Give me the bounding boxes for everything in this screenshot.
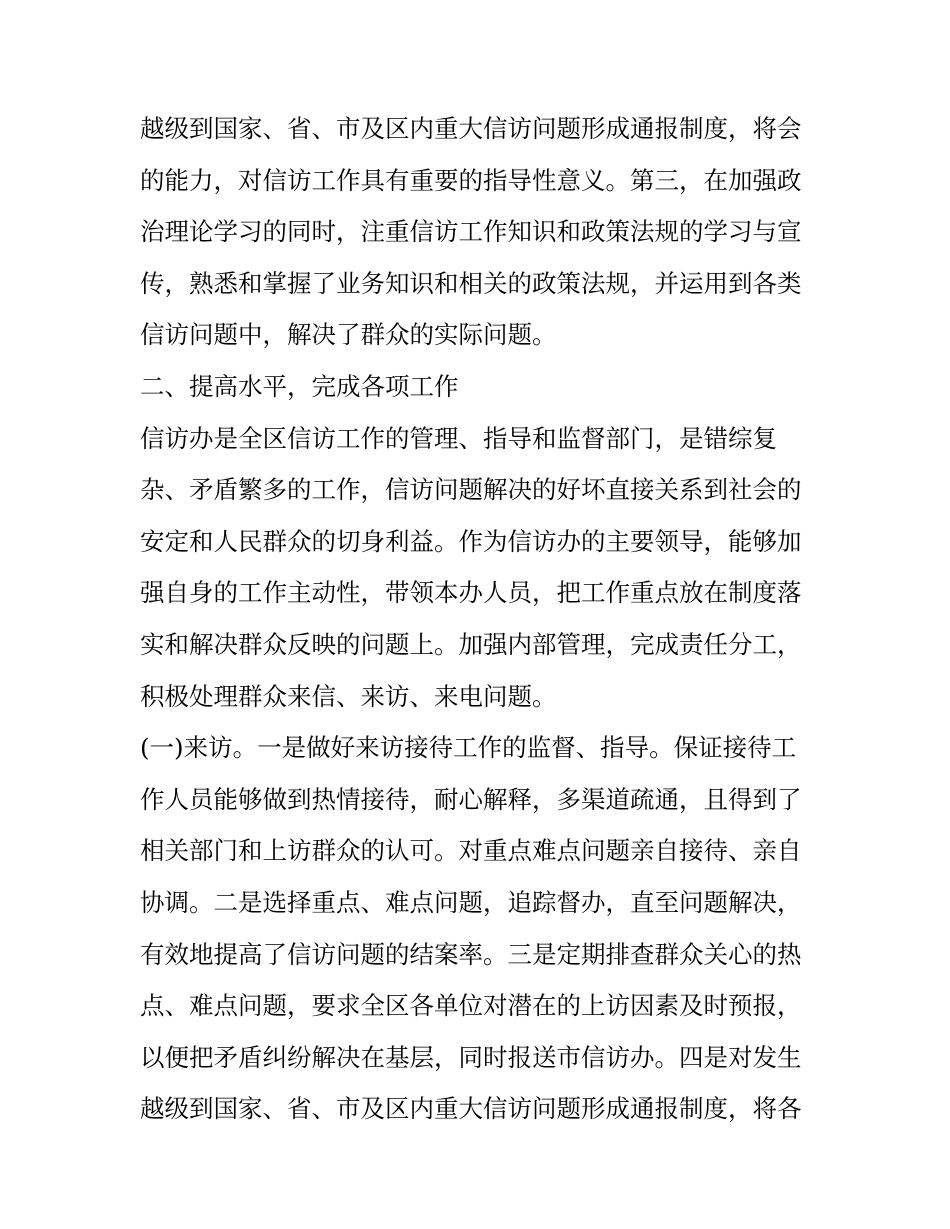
text-line: 越级到国家、省、市及区内重大信访问题形成通报制度，将各 (140, 1094, 802, 1124)
text-line: 传，熟悉和掌握了业务知识和相关的政策法规，并运用到各类 (140, 268, 802, 298)
text-line: 点、难点问题，要求全区各单位对潜在的上访因素及时预报， (140, 991, 802, 1021)
text-line: 信访办是全区信访工作的管理、指导和监督部门，是错综复 (140, 423, 777, 453)
text-line: 相关部门和上访群众的认可。对重点难点问题亲自接待、亲自 (140, 836, 802, 866)
text-line: 安定和人民群众的切身利益。作为信访办的主要领导，能够加 (140, 526, 802, 556)
text-line: 协调。二是选择重点、难点问题，追踪督办，直至问题解决， (140, 887, 802, 917)
text-line: 信访问题中，解决了群众的实际问题。 (140, 320, 557, 350)
text-line: 治理论学习的同时，注重信访工作知识和政策法规的学习与宣 (140, 217, 802, 247)
text-line: 实和解决群众反映的问题上。加强内部管理，完成责任分工， (140, 629, 802, 659)
text-line: 有效地提高了信访问题的结案率。三是定期排查群众关心的热 (140, 939, 802, 969)
text-line: 越级到国家、省、市及区内重大信访问题形成通报制度，将会 (140, 114, 802, 143)
text-line: 的能力，对信访工作具有重要的指导性意义。第三，在加强政 (140, 165, 802, 195)
text-line: 积极处理群众来信、来访、来电问题。 (140, 681, 557, 711)
section-heading: 二、提高水平，完成各项工作 (140, 371, 459, 401)
text-line: 强自身的工作主动性，带领本办人员，把工作重点放在制度落 (140, 578, 802, 608)
document-body (140, 103, 820, 1135)
text-line: 作人员能够做到热情接待，耐心解释，多渠道疏通，且得到了 (140, 784, 802, 814)
text-line: 杂、矛盾繁多的工作，信访问题解决的好坏直接关系到社会的 (140, 475, 802, 505)
text-line: (一)来访。一是做好来访接待工作的监督、指导。保证接待工 (140, 733, 797, 763)
text-line: 以便把矛盾纠纷解决在基层，同时报送市信访办。四是对发生 (140, 1042, 802, 1072)
